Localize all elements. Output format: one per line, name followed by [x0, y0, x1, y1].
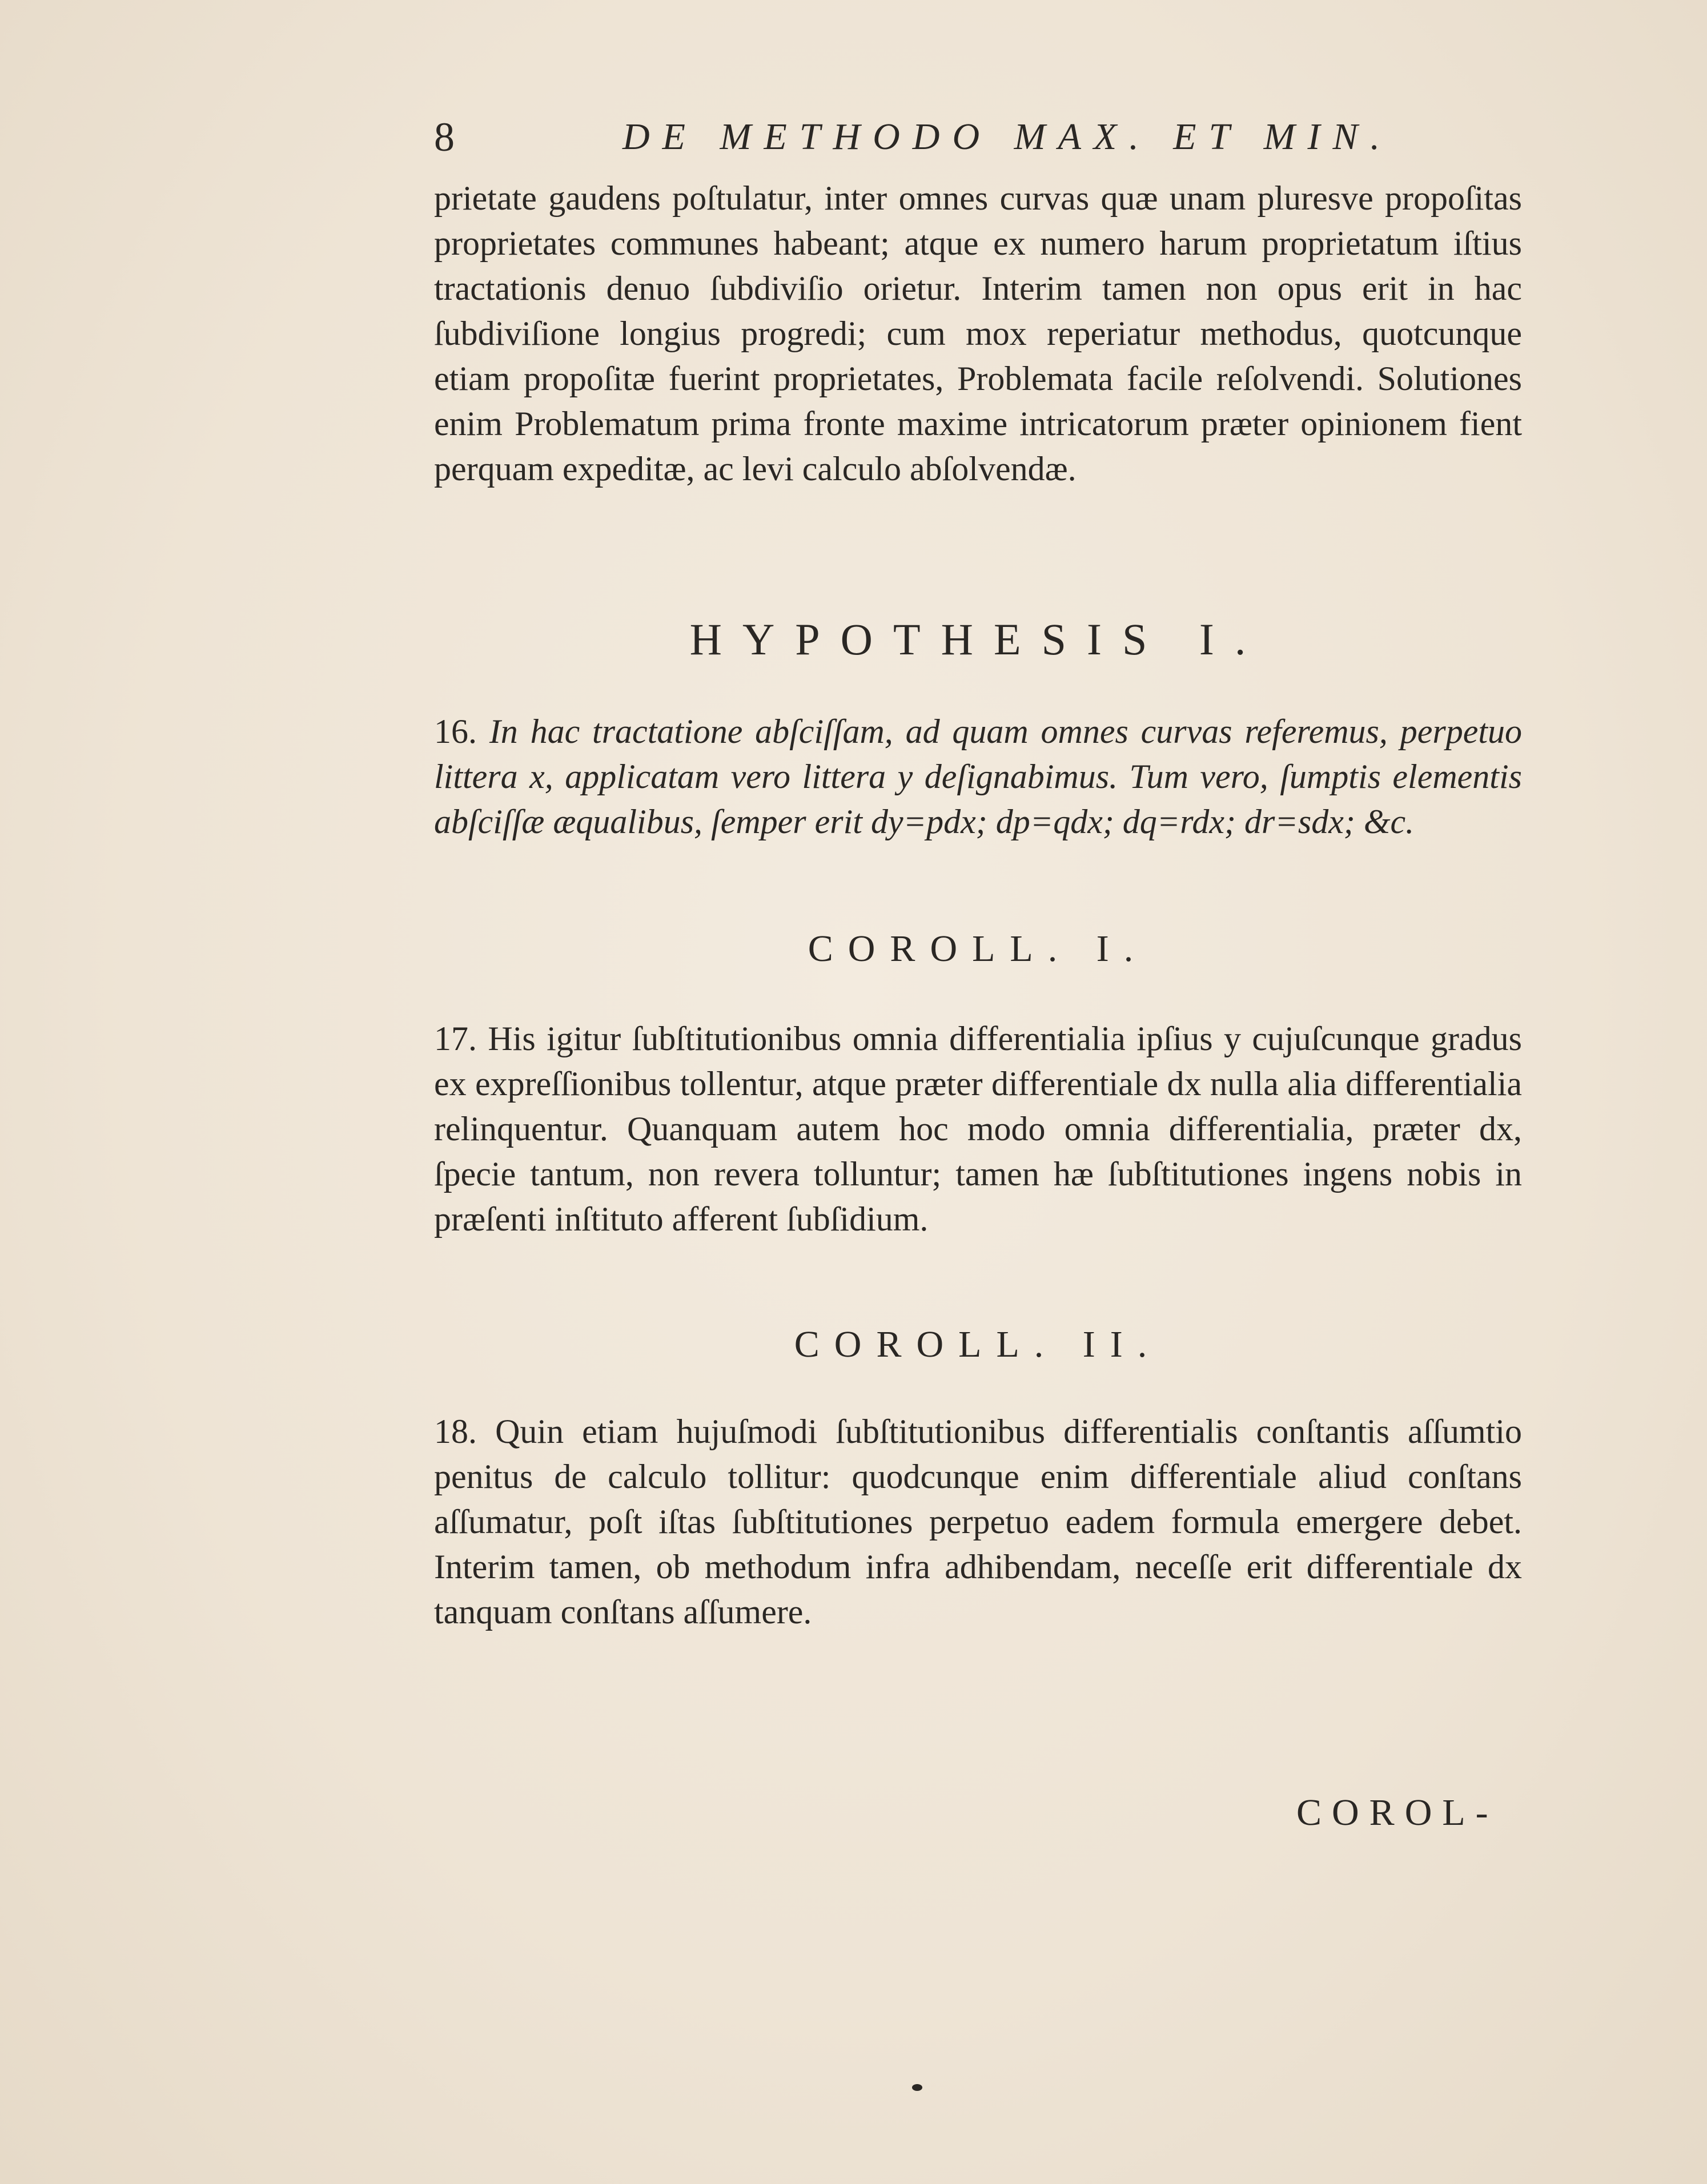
- running-title: DE METHODO MAX. ET MIN.: [622, 116, 1393, 158]
- paragraph-number: 18.: [434, 1413, 477, 1450]
- paragraph-number: 16.: [434, 713, 477, 750]
- hypothesis-heading: HYPOTHESIS I.: [689, 614, 1267, 664]
- paragraph-17: [434, 1016, 1522, 1242]
- paragraph-18: [434, 1409, 1522, 1635]
- paragraph-text: Quin etiam hujuſmodi ſubſtitutionibus differentialis conſtantis aſſumtio penitus de calculo tollitur: quodcunque enim differentiale aliud conſtans aſſumatur, poſt iſtas ſubſtitutiones perpetuo eadem formula emergere debet. Interim tamen, ob methodum infra adhibendam, neceſſe erit differentiale dx tanquam conſtans aſſumere.: [434, 1413, 1522, 1631]
- paragraph-16: [434, 709, 1522, 844]
- corollary-1-heading: COROLL. I.: [808, 928, 1148, 970]
- ink-spot: [912, 2084, 922, 2091]
- paragraph-number: 17.: [434, 1020, 477, 1057]
- paragraph-text: In hac tractatione abſciſſam, ad quam omnes curvas referemus, perpetuo littera x, applicatam vero littera y deſignabimus. Tum vero, ſumptis elementis abſciſſæ æqualibus, ſemper erit dy=pdx; dp=qdx; dq=rdx; dr=sdx; &c.: [434, 713, 1522, 840]
- catchword: COROL-: [1296, 1792, 1499, 1833]
- corollary-2-heading: COROLL. II.: [794, 1324, 1162, 1365]
- intro-paragraph: prietate gaudens poſtulatur, inter omnes curvas quæ unam pluresve propoſitas proprietates communes habeant; atque ex numero harum proprietatum iſtius tractationis denuo ſubdiviſio orietur. Interim tamen non opus erit in hac ſubdiviſione longius progredi; cum mox reperiatur methodus, quotcunque etiam propoſitæ fuerint proprietates, Problemata facile reſolvendi. Solutiones enim Problematum prima fronte maxime intricatorum præter opinionem fient perquam expeditæ, ac levi calculo abſolvendæ.: [434, 179, 1522, 488]
- page-number: 8: [434, 114, 455, 160]
- running-head: [434, 111, 1405, 163]
- paragraph-text: His igitur ſubſtitutionibus omnia differentialia ipſius y cujuſcunque gradus ex expreſſionibus tollentur, atque præter differentiale dx nulla alia differentialia relinquentur. Quanquam autem hoc modo omnia differentialia, præter dx, ſpecie tantum, non revera tolluntur; tamen hæ ſubſtitutiones ingens nobis in præſenti inſtituto afferent ſubſidium.: [434, 1020, 1523, 1238]
